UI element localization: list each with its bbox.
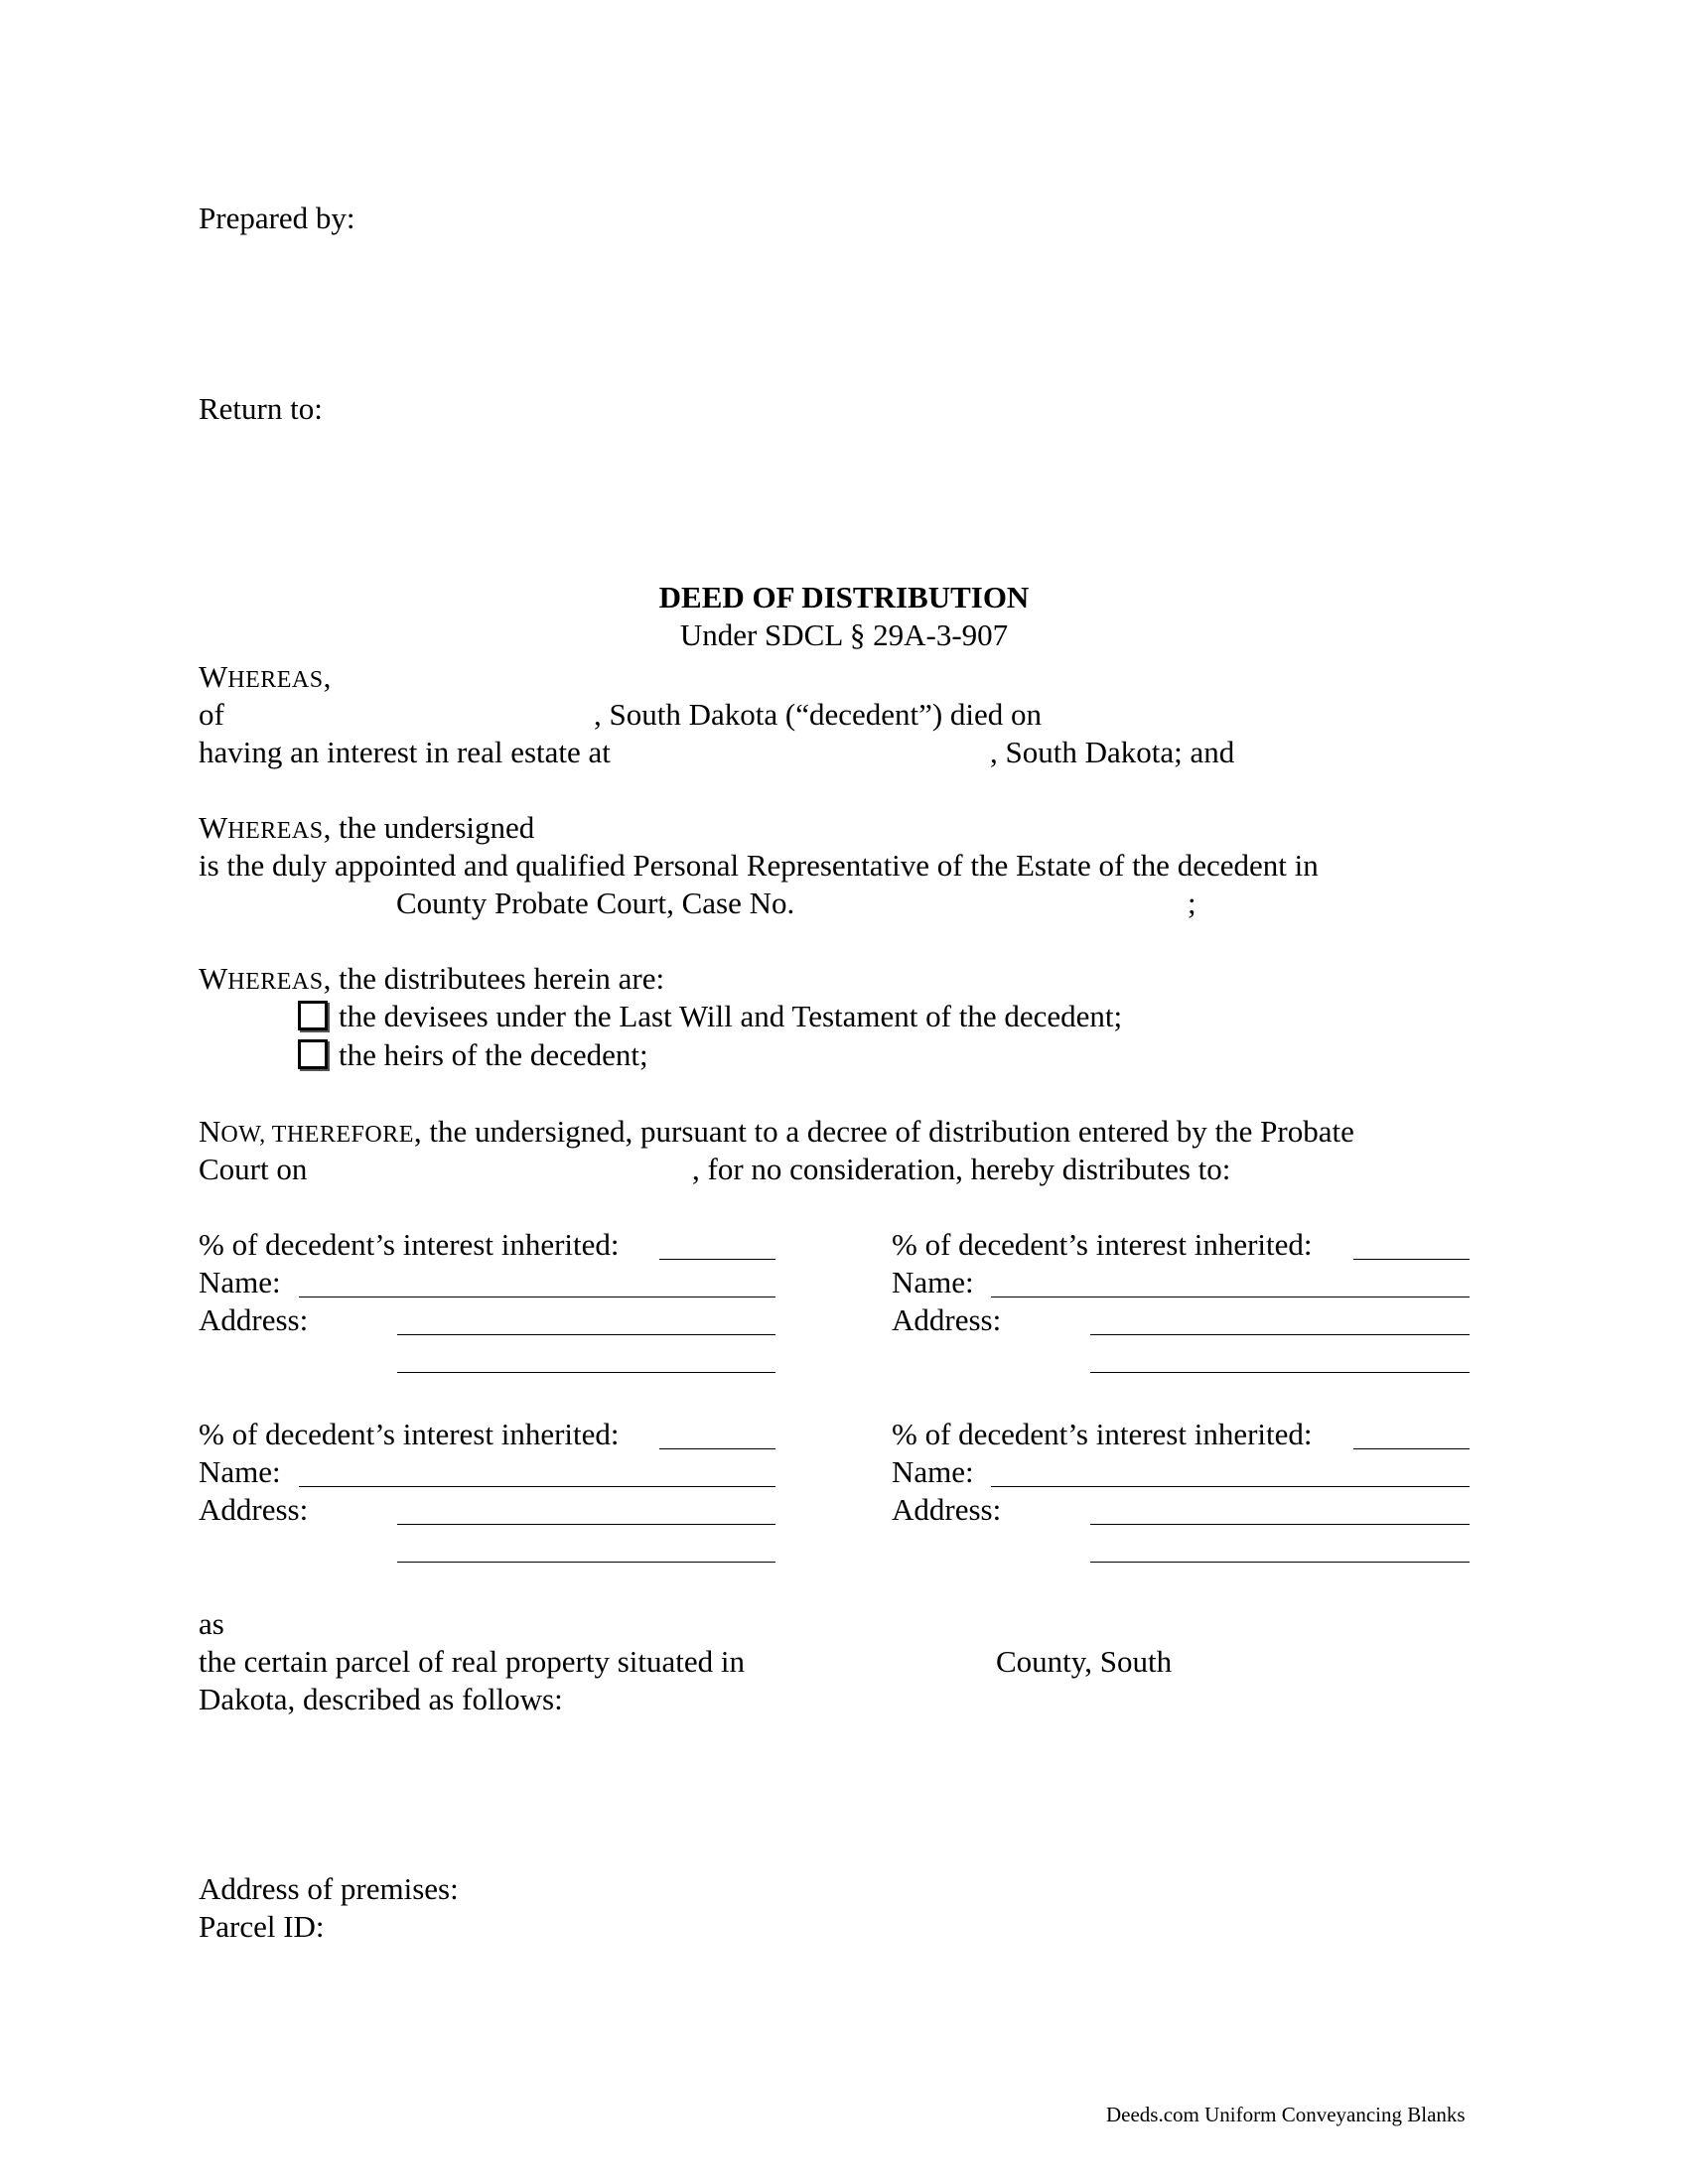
address-of-premises-label: Address of premises: — [199, 1871, 459, 1906]
heirs-option-label: the heirs of the decedent; — [339, 1037, 648, 1072]
address-field-line1[interactable] — [1090, 1524, 1470, 1525]
address-field-line2[interactable] — [397, 1562, 775, 1563]
county-court-text: County Probate Court, Case No. — [396, 886, 795, 920]
appointed-text: is the duly appointed and qualified Personal Representative of the Estate of the decedent in — [199, 848, 1319, 883]
dakota-text: Dakota, described as follows: — [199, 1682, 563, 1716]
document-title: DEED OF DISTRIBUTION — [658, 580, 1030, 614]
percent-label: % of decedent’s interest inherited: — [199, 1227, 620, 1262]
consideration-text: , for no consideration, hereby distributes to: — [692, 1152, 1231, 1186]
whereas-2: WHEREAS, the undersigned — [199, 810, 535, 845]
heirs-checkbox[interactable] — [298, 1039, 328, 1069]
interest-text: having an interest in real estate at — [199, 735, 611, 769]
parcel-id-label: Parcel ID: — [199, 1909, 325, 1944]
percent-label: % of decedent’s interest inherited: — [892, 1417, 1313, 1451]
whereas-3: WHEREAS, the distributees herein are: — [199, 961, 665, 996]
devisees-checkbox[interactable] — [298, 1001, 328, 1030]
county-south-text: County, South — [996, 1644, 1173, 1679]
court-on-text: Court on — [199, 1152, 308, 1186]
percent-field[interactable] — [659, 1259, 775, 1260]
prepared-by-label: Prepared by: — [199, 201, 355, 235]
name-label: Name: — [199, 1454, 281, 1489]
name-label: Name: — [892, 1454, 974, 1489]
case-semicolon: ; — [1188, 886, 1196, 920]
address-field-line1[interactable] — [397, 1524, 775, 1525]
address-field-line1[interactable] — [397, 1334, 775, 1335]
percent-field[interactable] — [1353, 1448, 1470, 1449]
return-to-label: Return to: — [199, 391, 323, 426]
name-label: Name: — [199, 1265, 281, 1299]
whereas-1: WHEREAS, — [199, 659, 332, 694]
parcel-text: the certain parcel of real property situated in — [199, 1644, 745, 1679]
now-therefore-text: NOW, THEREFORE, the undersigned, pursuant to a decree of distribution entered by the Probate — [199, 1114, 1354, 1149]
address-label: Address: — [199, 1302, 309, 1337]
name-field[interactable] — [991, 1486, 1470, 1487]
address-field-line2[interactable] — [1090, 1562, 1470, 1563]
address-field-line2[interactable] — [397, 1372, 775, 1373]
as-label: as — [199, 1606, 224, 1641]
address-field-line1[interactable] — [1090, 1334, 1470, 1335]
name-label: Name: — [892, 1265, 974, 1299]
of-label: of — [199, 697, 224, 732]
address-label: Address: — [199, 1492, 309, 1527]
footer-text: Deeds.com Uniform Conveyancing Blanks — [1106, 2103, 1466, 2126]
sd-decedent-text: , South Dakota (“decedent”) died on — [594, 697, 1043, 732]
percent-label: % of decedent’s interest inherited: — [892, 1227, 1313, 1262]
address-label: Address: — [892, 1492, 1002, 1527]
devisees-option-label: the devisees under the Last Will and Testament of the decedent; — [339, 999, 1123, 1033]
document-subtitle: Under SDCL § 29A-3-907 — [679, 617, 1009, 652]
percent-label: % of decedent’s interest inherited: — [199, 1417, 620, 1451]
sd-and-text: , South Dakota; and — [990, 735, 1235, 769]
address-label: Address: — [892, 1302, 1002, 1337]
name-field[interactable] — [299, 1486, 775, 1487]
address-field-line2[interactable] — [1090, 1372, 1470, 1373]
percent-field[interactable] — [659, 1448, 775, 1449]
percent-field[interactable] — [1353, 1259, 1470, 1260]
